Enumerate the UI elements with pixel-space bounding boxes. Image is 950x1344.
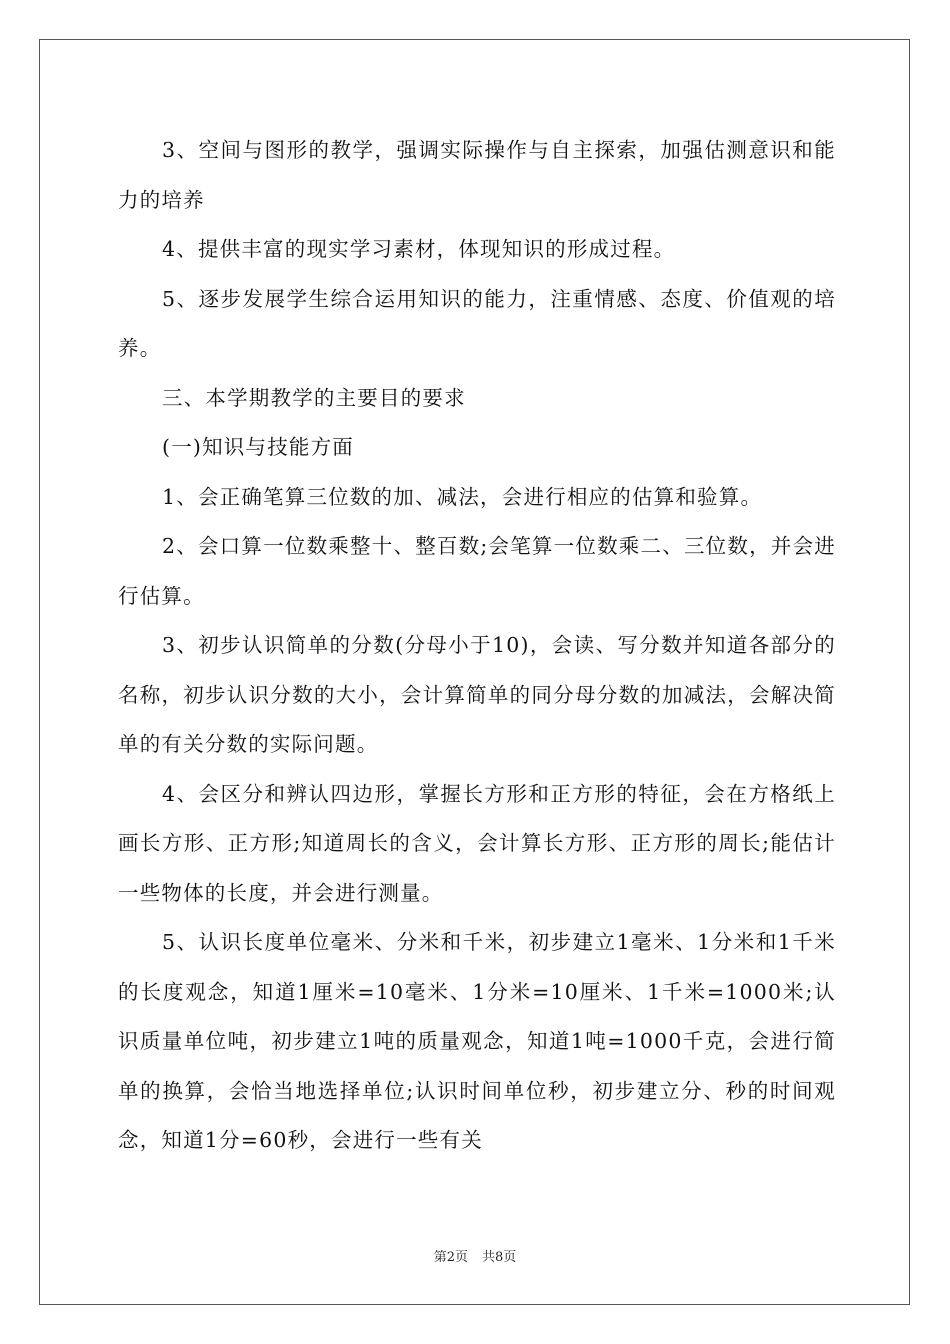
page-footer xyxy=(0,1246,950,1265)
paragraph: 5、逐步发展学生综合运用知识的能力，注重情感、态度、价值观的培养。 xyxy=(118,286,836,360)
paragraph: 2、会口算一位数乘整十、整百数;会笔算一位数乘二、三位数，并会进行估算。 xyxy=(118,534,836,608)
paragraph: 5、认识长度单位毫米、分米和千米，初步建立1毫米、1分米和1千米的长度观念，知道1厘米=10毫米、1分米=10厘米、1千米=1000米;认识质量单位吨，初步建立1吨的质量观念，知道1吨=1000千克，会进行简单的换算，会恰当地选择单位;认识时间单位秒，初步建立分、秒的时间观念，知道1分=60秒，会进行一些有关 xyxy=(118,930,836,1152)
section-heading: 三、本学期教学的主要目的要求 xyxy=(162,385,466,410)
paragraph: 4、提供丰富的现实学习素材，体现知识的形成过程。 xyxy=(162,237,676,261)
subsection-heading: (一)知识与技能方面 xyxy=(162,435,354,459)
paragraph: 3、空间与图形的教学，强调实际操作与自主探索，加强估测意识和能力的培养 xyxy=(118,138,836,212)
document-body xyxy=(118,126,836,1166)
page-number: 第2页 xyxy=(433,1250,468,1265)
page-total: 共8页 xyxy=(482,1250,517,1265)
paragraph: 4、会区分和辨认四边形，掌握长方形和正方形的特征，会在方格纸上画长方形、正方形;知道周长的含义，会计算长方形、正方形的周长;能估计一些物体的长度，并会进行测量。 xyxy=(118,781,836,905)
paragraph: 3、初步认识简单的分数(分母小于10)，会读、写分数并知道各部分的名称，初步认识分数的大小，会计算简单的同分母分数的加减法，会解决简单的有关分数的实际问题。 xyxy=(118,633,836,756)
paragraph: 1、会正确笔算三位数的加、减法，会进行相应的估算和验算。 xyxy=(162,484,763,509)
